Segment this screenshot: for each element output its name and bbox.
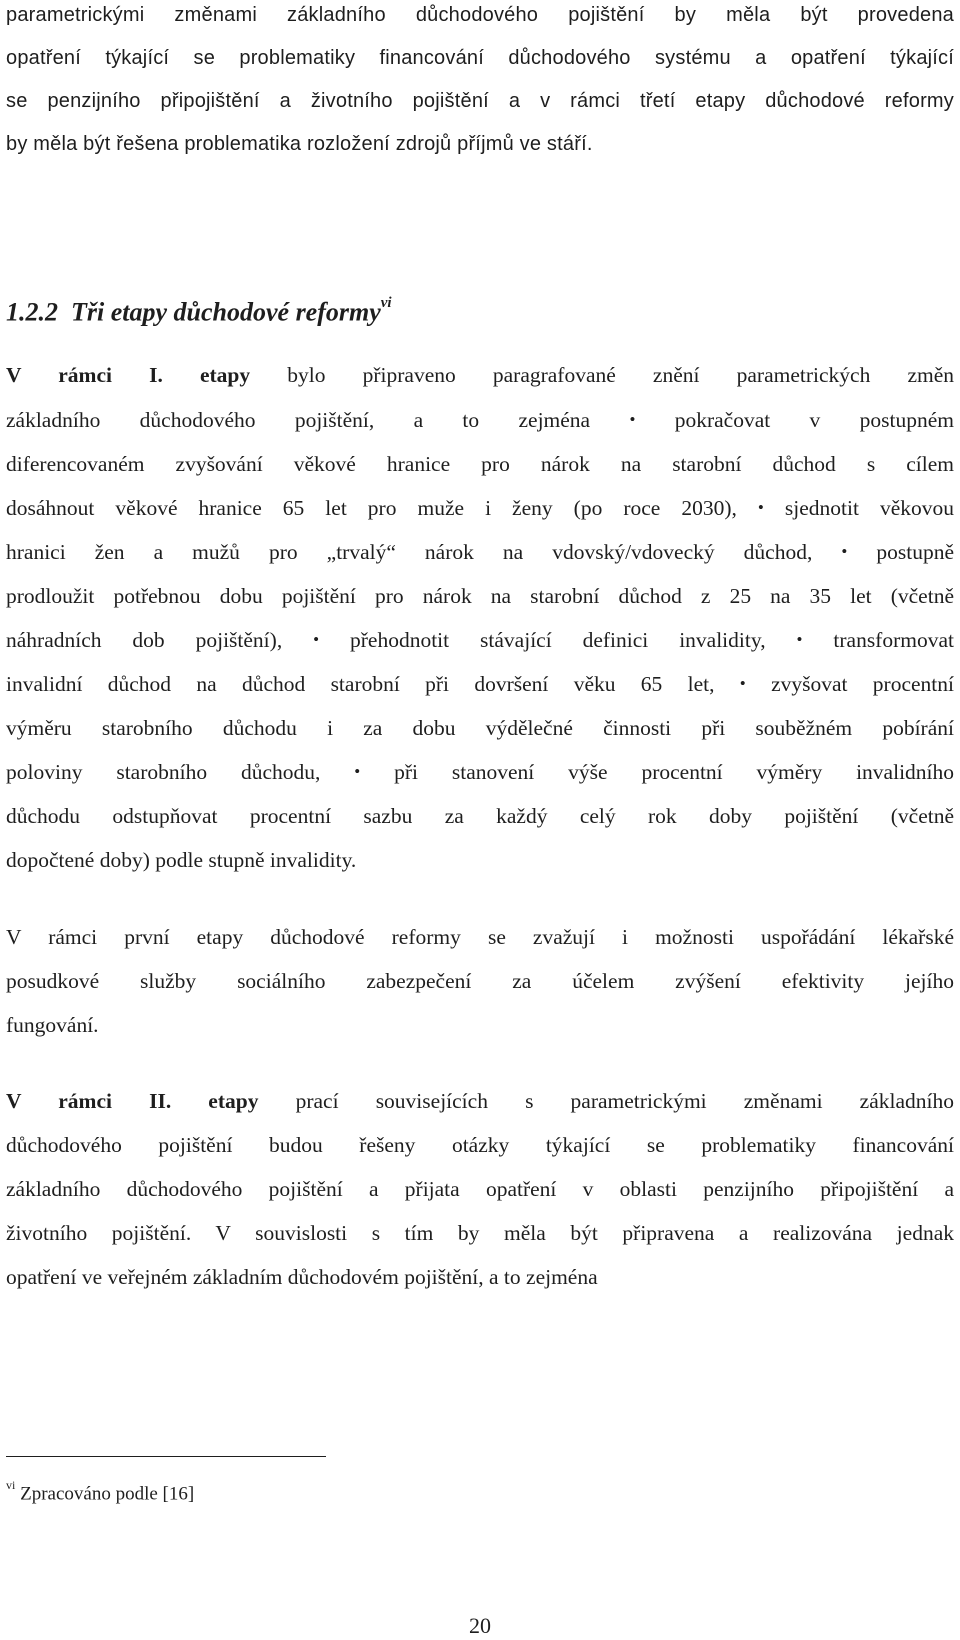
text-span: hranici žen a mužů pro „trvalý“ nárok na vdovský/vdovecký důchod, (6, 540, 813, 564)
paragraph-line: posudkové služby sociálního zabezpečení za účelem zvýšení efektivity jejího (6, 969, 954, 993)
paragraph-line (6, 405, 954, 437)
bullet-icon: • (841, 542, 848, 561)
footnote-reference: vi (380, 295, 392, 311)
bullet-icon: • (629, 410, 636, 429)
footnote-text: Zpracováno podle [16] (20, 1483, 195, 1505)
bold-lead: V rámci II. etapy (6, 1089, 259, 1113)
text-span: prací souvisejících s parametrickými změnami základního (295, 1089, 955, 1113)
section-heading (6, 290, 392, 330)
paragraph-line (6, 625, 954, 657)
text-span: dosáhnout věkové hranice 65 let pro muže i ženy (po roce 2030), (6, 496, 737, 520)
paragraph-line (6, 757, 954, 789)
intro-line: by měla být řešena problematika rozložení zdrojů příjmů ve stáří. (6, 133, 593, 155)
paragraph-line: základního důchodového pojištění a přijata opatření v oblasti penzijního připojištění a (6, 1177, 954, 1201)
text-span: přehodnotit stávající definici invalidity, (350, 628, 766, 652)
footnote-separator (6, 1456, 326, 1457)
intro-line: se penzijního připojištění a životního pojištění a v rámci třetí etapy důchodové reformy (6, 90, 954, 112)
paragraph-line (6, 1086, 954, 1116)
bullet-icon: • (757, 498, 764, 517)
paragraph-line: V rámci první etapy důchodové reformy se zvažují i možnosti uspořádání lékařské (6, 925, 954, 949)
footnote (6, 1475, 194, 1507)
paragraph-line: životního pojištění. V souvislosti s tím by měla být připravena a realizována jednak (6, 1221, 954, 1245)
text-span: při stanovení výše procentní výměry invalidního (394, 760, 955, 784)
bold-lead: V rámci I. etapy (6, 363, 251, 387)
paragraph-line: opatření ve veřejném základním důchodovém pojištění, a to zejména (6, 1265, 598, 1289)
bullet-icon: • (354, 762, 361, 781)
text-span: invalidní důchod na důchod starobní při dovršení věku 65 let, (6, 672, 715, 696)
page-number: 20 (469, 1613, 491, 1638)
text-span: náhradních dob pojištění), (6, 628, 283, 652)
text-span: pokračovat v postupném (674, 408, 954, 432)
text-span: sjednotit věkovou (784, 496, 955, 520)
text-span: zvyšovat procentní (771, 672, 954, 696)
footnote-marker: vi (6, 1478, 16, 1492)
paragraph-line: dopočtené doby) podle stupně invalidity. (6, 848, 357, 872)
section-title: Tři etapy důchodové reformy (71, 297, 381, 327)
paragraph-line: diferencovaném zvyšování věkové hranice pro nárok na starobní důchod s cílem (6, 452, 954, 476)
paragraph-line: fungování. (6, 1013, 99, 1037)
section-number: 1.2.2 (6, 297, 58, 327)
intro-line: parametrickými změnami základního důchodového pojištění by měla být provedena (6, 4, 954, 26)
paragraph-line (6, 360, 954, 390)
text-span: postupně (876, 540, 954, 564)
paragraph-line: prodloužit potřebnou dobu pojištění pro nárok na starobní důchod z 25 na 35 let (včetně (6, 584, 954, 608)
bullet-icon: • (313, 630, 320, 649)
text-span: poloviny starobního důchodu, (6, 760, 321, 784)
paragraph-line (6, 669, 954, 701)
paragraph-line (6, 537, 954, 569)
paragraph-line: důchodu odstupňovat procentní sazbu za každý celý rok doby pojištění (včetně (6, 804, 954, 828)
text-span: bylo připraveno paragrafované znění parametrických změn (287, 363, 954, 387)
bullet-icon: • (796, 630, 803, 649)
text-span: základního důchodového pojištění, a to zejména (6, 408, 591, 432)
intro-line: opatření týkající se problematiky financování důchodového systému a opatření týkající (6, 47, 954, 69)
paragraph-line: důchodového pojištění budou řešeny otázky týkající se problematiky financování (6, 1133, 954, 1157)
paragraph-line (6, 493, 954, 525)
bullet-icon: • (739, 674, 746, 693)
paragraph-line: výměru starobního důchodu i za dobu výdělečné činnosti při souběžném pobírání (6, 716, 954, 740)
text-span: transformovat (833, 628, 954, 652)
